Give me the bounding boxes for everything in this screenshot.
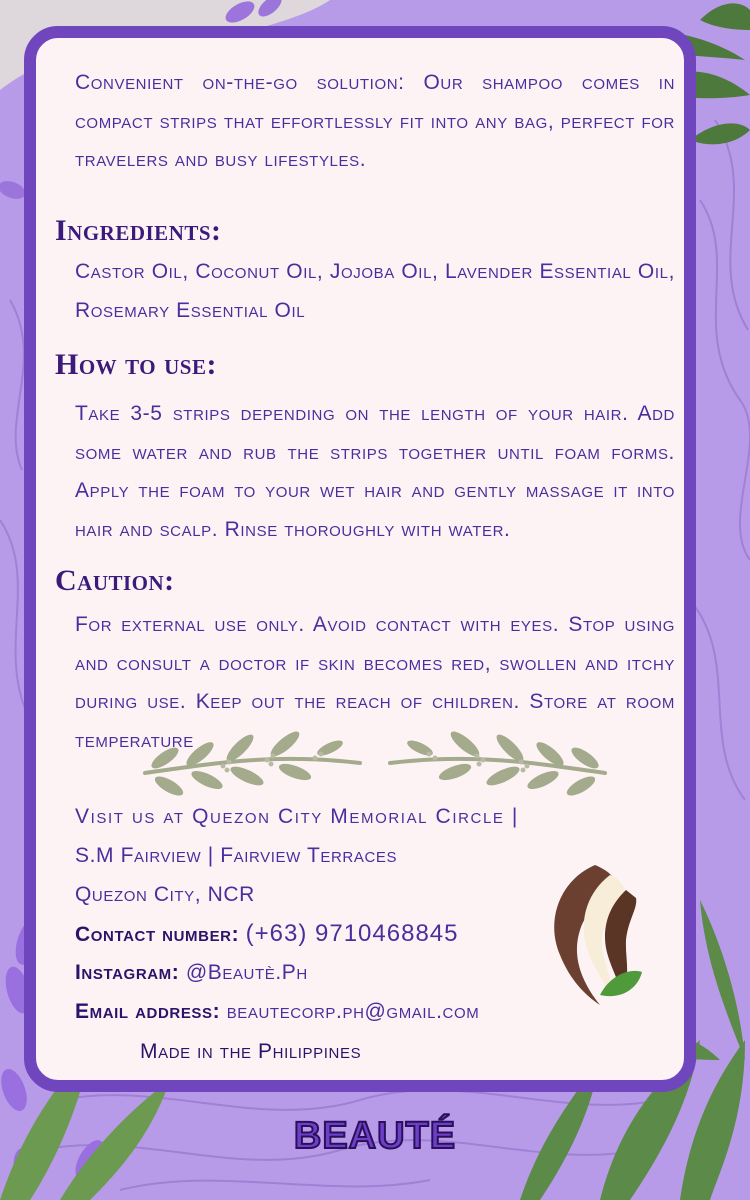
visit-line-3: Quezon City, NCR [75,883,255,906]
made-in-text: Made in the Philippines [140,1040,362,1063]
contact-phone-label: Contact number: [75,923,240,946]
instagram-row [75,954,308,993]
visit-line-1: Visit us at Quezon City Memorial Circle | [75,805,519,828]
ingredients-text: Castor Oil, Coconut Oil, Jojoba Oil, Lavender Essential Oil, Rosemary Essential Oil [75,260,675,322]
visit-line-2: S.M Fairview | Fairview Terraces [75,844,398,867]
contact-phone[interactable]: (+63) 9710468845 [245,920,459,947]
how-to-use-text: Take 3-5 strips depending on the length of your hair. Add some water and rub the strips together until foam forms. Apply the foam to your wet hair and gently massage it into hair and scalp. Rinse thoroughly with water. [75,402,675,541]
how-to-use-heading: How to use: [55,348,217,381]
contact-phone-row [75,915,458,955]
email-row [75,993,479,1032]
instagram-handle[interactable]: @Beautè.Ph [185,961,308,984]
brand-wordmark: BEAUTÉ [293,1115,457,1157]
caution-text: For external use only. Avoid contact with eyes. Stop using and consult a doctor if skin becomes red, swollen and itchy during use. Keep out the reach of children. Store at room temperature [75,613,675,752]
ingredients-heading: Ingredients: [55,214,222,247]
intro-text: Convenient on-the-go solution: Our shampoo comes in compact strips that effortlessly fit into any bag, perfect for travelers and busy lifestyles. [75,71,675,171]
hair-logo-icon [540,860,650,1010]
caution-heading: Caution: [55,564,175,597]
email-address[interactable]: beautecorp.ph@gmail.com [226,1000,480,1023]
email-label: Email address: [75,1000,221,1023]
olive-branch-divider [135,718,615,808]
instagram-label: Instagram: [75,961,180,984]
